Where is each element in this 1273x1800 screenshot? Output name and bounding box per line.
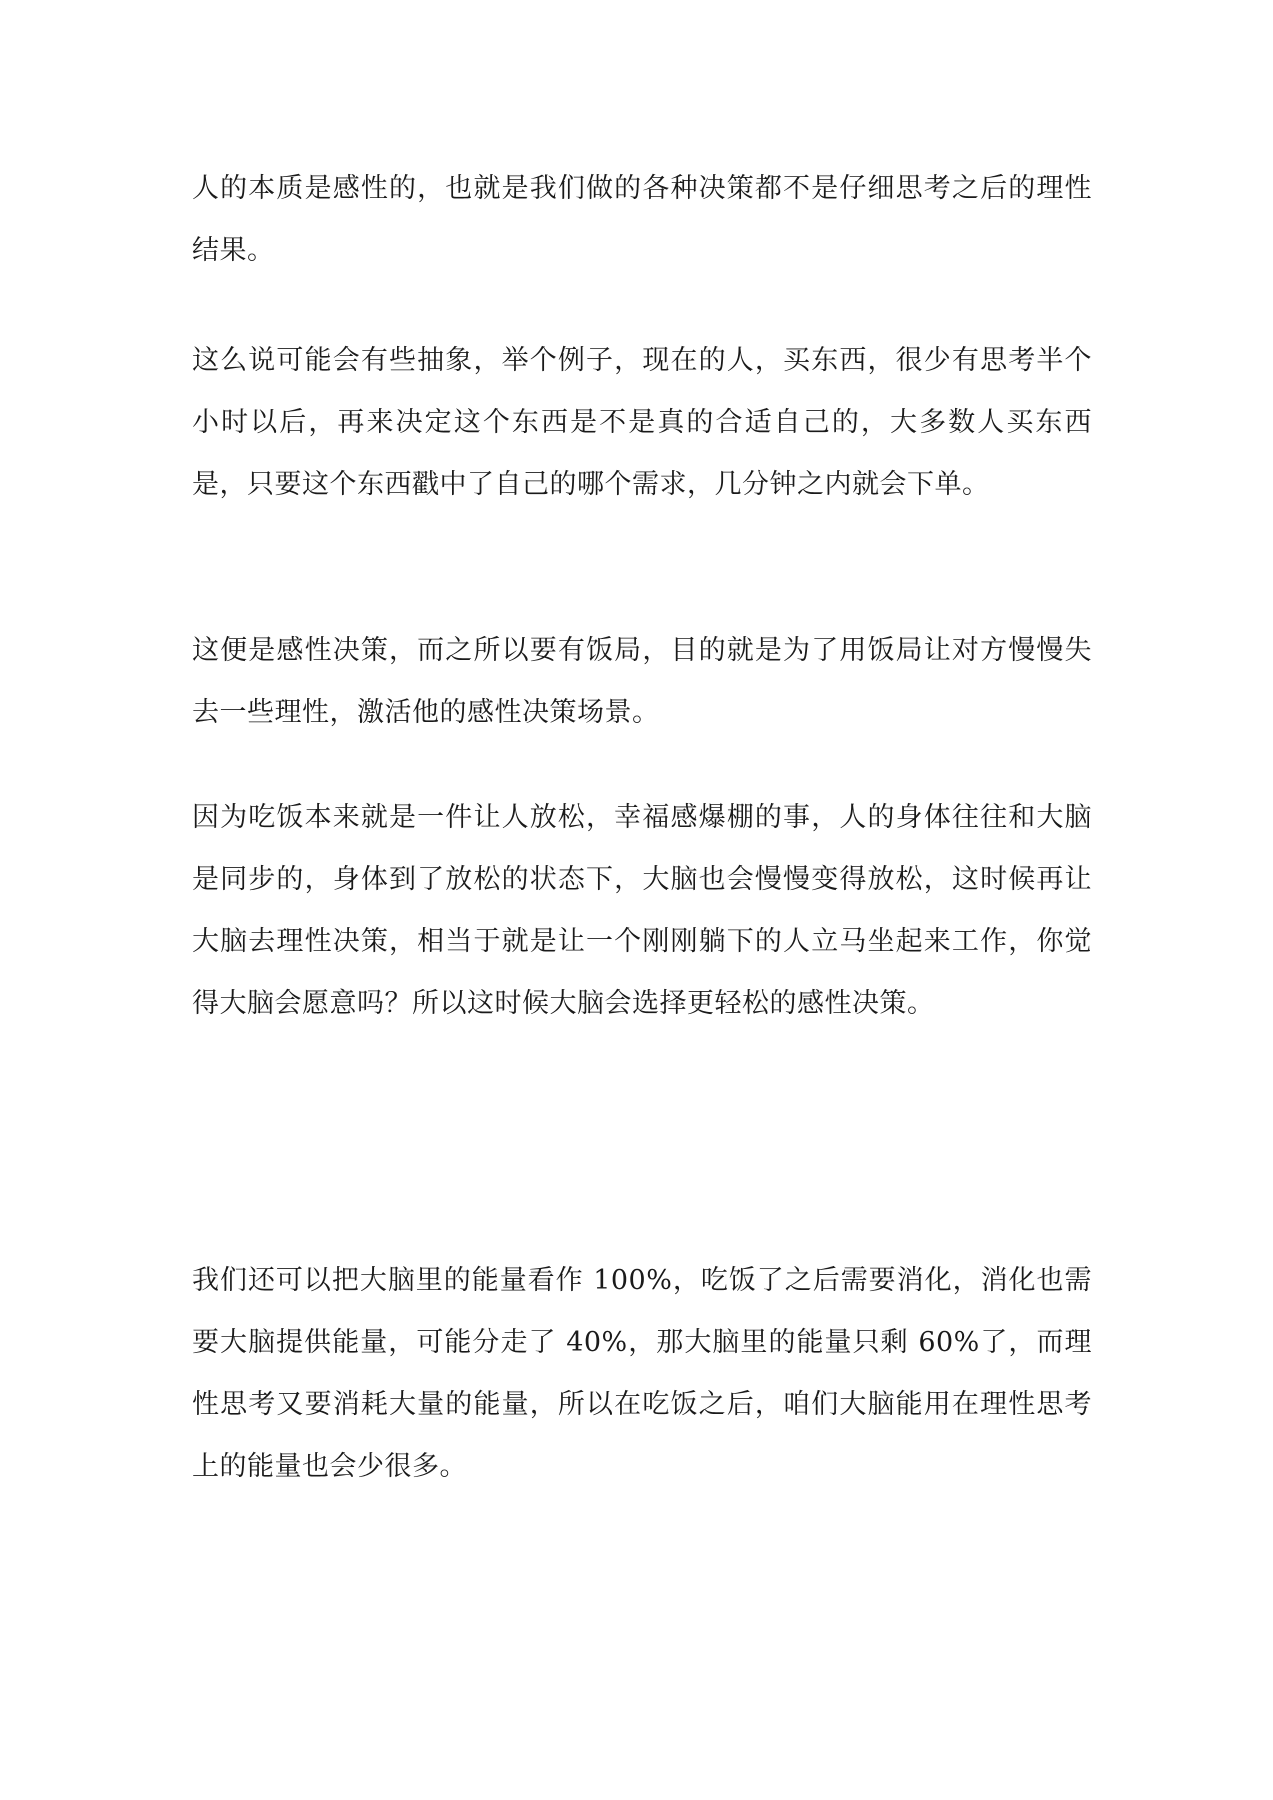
paragraph-3: 这便是感性决策，而之所以要有饭局，目的就是为了用饭局让对方慢慢失去一些理性，激活他的感性决策场景。: [192, 635, 1092, 728]
paragraph-1: 人的本质是感性的，也就是我们做的各种决策都不是仔细思考之后的理性结果。: [192, 173, 1092, 266]
paragraph-5: 我们还可以把大脑里的能量看作 100%，吃饭了之后需要消化，消化也需要大脑提供能量，可能分走了 40%，那大脑里的能量只剩 60%了，而理性思考又要消耗大量的能量，所以在吃饭之后，咱们大脑能用在理性思考上的能量也会少很多。: [192, 1265, 1092, 1482]
paragraph-2: 这么说可能会有些抽象，举个例子，现在的人，买东西，很少有思考半个小时以后，再来决定这个东西是不是真的合适自己的，大多数人买东西是，只要这个东西戳中了自己的哪个需求，几分钟之内就会下单。: [192, 345, 1092, 500]
paragraph-4: 因为吃饭本来就是一件让人放松，幸福感爆棚的事，人的身体往往和大脑是同步的，身体到了放松的状态下，大脑也会慢慢变得放松，这时候再让大脑去理性决策，相当于就是让一个刚刚躺下的人立马坐起来工作，你觉得大脑会愿意吗？所以这时候大脑会选择更轻松的感性决策。: [192, 802, 1092, 1019]
